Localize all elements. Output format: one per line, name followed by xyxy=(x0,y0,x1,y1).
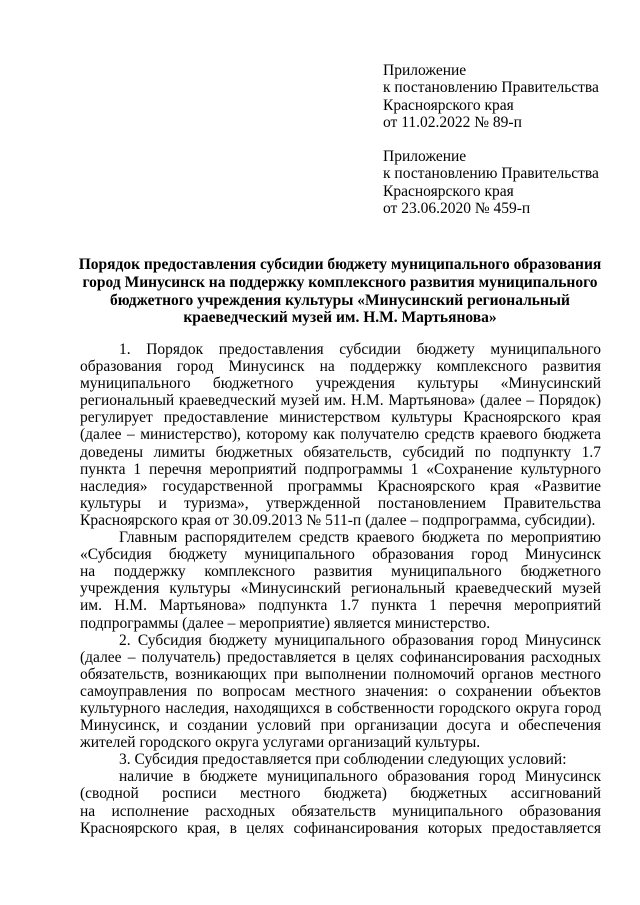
body-line: культурного наследия, находящихся в собственности городского округа город xyxy=(80,699,601,717)
title-line: бюджетного учреждения культуры «Минусинский региональный xyxy=(110,291,570,309)
title-line: Порядок предоставления субсидии бюджету муниципального образования xyxy=(78,256,602,273)
appendix-block-1 xyxy=(383,62,623,132)
body-line: учреждения культуры «Минусинский региональный краеведческий музей xyxy=(80,580,601,598)
appendix-2-line: Красноярского края xyxy=(383,182,514,200)
appendix-2-line: Приложение xyxy=(383,148,467,165)
appendix-2-line: к постановлению Правительства xyxy=(383,165,599,183)
body-line: регулирует предоставление министерством культуры Красноярского края xyxy=(80,409,601,427)
body-line: пункта 1 перечня мероприятий подпрограммы 1 «Сохранение культурного xyxy=(80,460,601,478)
body-line: 3. Субсидия предоставляется при соблюдении следующих условий: xyxy=(119,751,567,769)
appendix-2-line: от 23.06.2020 № 459-п xyxy=(383,200,531,218)
body-line: подпрограммы (далее – мероприятие) является министерство. xyxy=(80,614,491,632)
body-line: на исполнение расходных обязательств муниципального образования xyxy=(80,802,601,820)
body-line: муниципального бюджетного учреждения культуры «Минусинский xyxy=(80,375,601,393)
body-line: (сводной росписи местного бюджета) бюджетных ассигнований xyxy=(80,785,601,803)
body-line: Главным распорядителем средств краевого бюджета по мероприятию xyxy=(119,529,601,547)
body-line: 1. Порядок предоставления субсидии бюджету муниципального xyxy=(119,341,601,358)
title-line: город Минусинск на поддержку комплексного развития муниципального xyxy=(82,273,598,291)
body-line: культуры и туризма», утвержденной постановлением Правительства xyxy=(80,494,601,512)
body-line: жителей городского округа услугами организаций культуры. xyxy=(80,734,481,752)
document-body xyxy=(80,341,601,837)
body-line: (далее – министерство), которому как получателю средств краевого бюджета xyxy=(80,426,601,444)
body-line: Красноярского края от 30.09.2013 № 511-п (далее – подпрограмма, субсидии). xyxy=(80,511,596,529)
body-line: (далее – получатель) предоставляется в целях софинансирования расходных xyxy=(80,648,601,666)
appendix-1-line: от 11.02.2022 № 89-п xyxy=(383,114,522,132)
appendix-1-line: к постановлению Правительства xyxy=(383,79,599,97)
body-line: обязательств, возникающих при выполнении полномочий органов местного xyxy=(80,665,601,683)
body-line: региональный краеведческий музей им. Н.М. Мартьянова» (далее – Порядок) xyxy=(80,392,601,410)
body-line: самоуправления по вопросам местного значения: о сохранении объектов xyxy=(80,682,601,700)
body-line: Красноярского края, в целях софинансирования которых предоставляется xyxy=(80,819,601,837)
body-line: 2. Субсидия бюджету муниципального образования город Минусинск xyxy=(119,631,601,649)
body-line: «Субсидия бюджету муниципального образования город Минусинск xyxy=(80,546,601,564)
body-line: Минусинск, и создании условий при организации досуга и обеспечения xyxy=(80,717,601,735)
body-line: им. Н.М. Мартьянова» подпункта 1.7 пункта 1 перечня мероприятий xyxy=(80,597,601,615)
body-line: образования город Минусинск на поддержку комплексного развития xyxy=(80,358,601,376)
body-line: наследия» государственной программы Красноярского края «Развитие xyxy=(80,477,601,495)
appendix-block-2 xyxy=(383,148,623,218)
document-title xyxy=(78,256,602,327)
appendix-1-line: Красноярского края xyxy=(383,96,514,114)
appendix-1-line: Приложение xyxy=(383,62,467,79)
body-line: на поддержку комплексного развития муниципального бюджетного xyxy=(80,563,601,581)
body-line: доведены лимиты бюджетных обязательств, субсидий по подпункту 1.7 xyxy=(80,443,601,461)
body-line: наличие в бюджете муниципального образования город Минусинск xyxy=(119,768,601,786)
title-line: краеведческий музей им. Н.М. Мартьянова» xyxy=(183,309,497,327)
